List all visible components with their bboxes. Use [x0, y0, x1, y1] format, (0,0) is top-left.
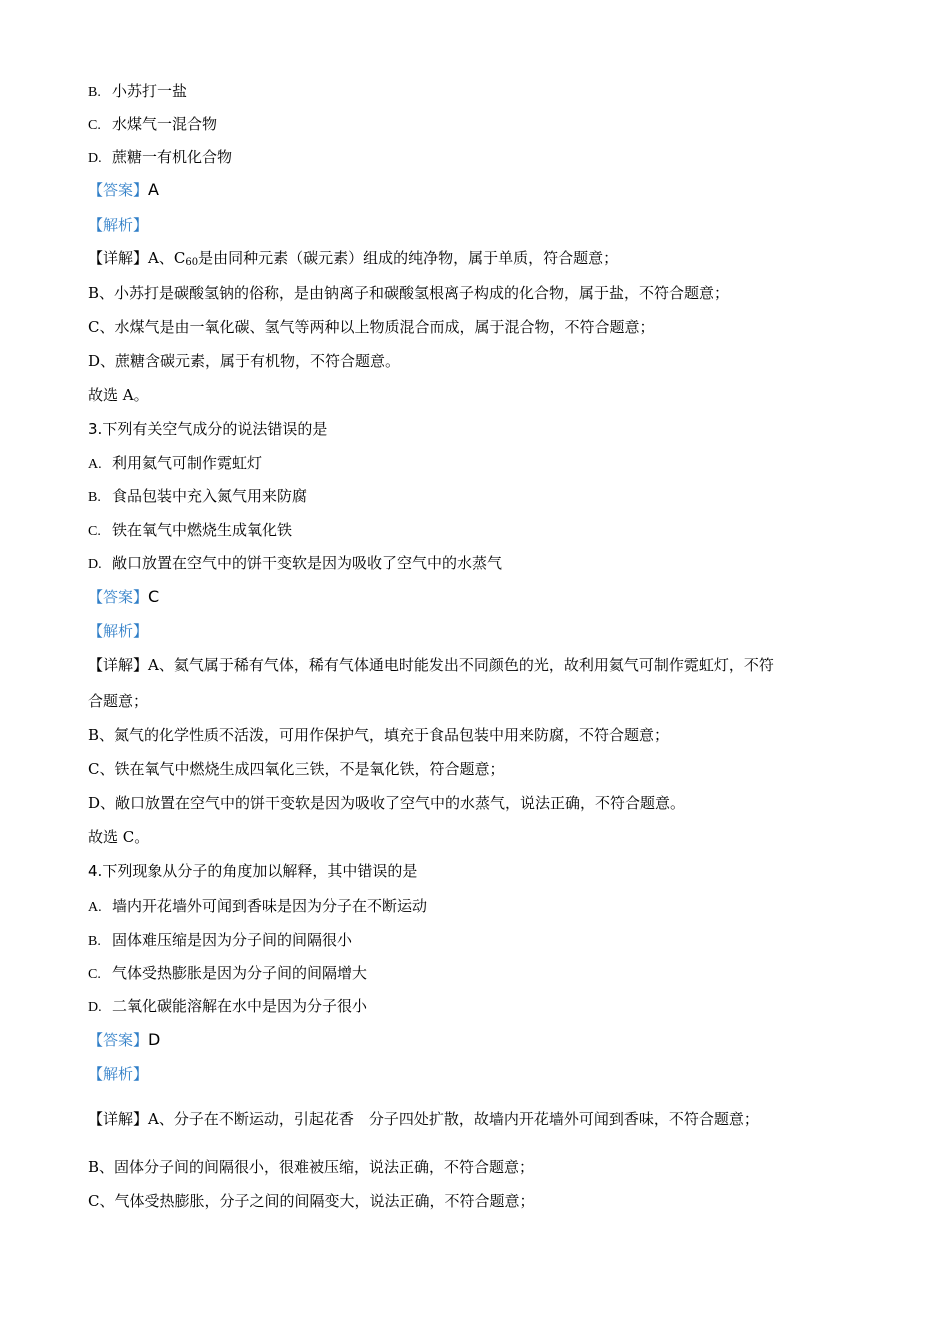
- q2-detail-b: B、小苏打是碳酸氢钠的俗称，是由钠离子和碳酸氢根离子构成的化合物，属于盐，不符合题意；: [88, 284, 730, 302]
- q3-conclusion: 故选 C。: [88, 828, 150, 846]
- q4-option-c: C. 气体受热膨胀是因为分子间的间隔增大: [88, 964, 368, 982]
- q3-detail-d: D、敞口放置在空气中的饼干变软是因为吸收了空气中的水蒸气，说法正确，不符合题意。: [88, 794, 686, 812]
- q4-detail-a: 【详解】A、分子在不断运动，引起花香 分子四处扩散，故墙内开花墙外可闻到香味，不符合题意；: [88, 1110, 759, 1128]
- q4-answer: 【答案】D: [88, 1030, 161, 1049]
- q3-detail-c: C、铁在氧气中燃烧生成四氧化三铁，不是氧化铁，符合题意；: [88, 760, 505, 778]
- q4-option-b: B. 固体难压缩是因为分子间的间隔很小: [88, 931, 353, 949]
- q2-analysis-label: 【解析】: [88, 216, 149, 234]
- q2-option-c: C. 水煤气一混合物: [88, 115, 218, 133]
- q3-analysis-label: 【解析】: [88, 622, 149, 640]
- q3-option-b: B. 食品包装中充入氮气用来防腐: [88, 487, 308, 505]
- q3-detail-a-cont: 合题意；: [88, 692, 149, 710]
- q3-stem: 3.下列有关空气成分的说法错误的是: [88, 420, 328, 438]
- q2-answer: 【答案】A: [88, 180, 159, 199]
- q3-option-a: A. 利用氦气可制作霓虹灯: [88, 454, 263, 472]
- q3-detail-b: B、氮气的化学性质不活泼，可用作保护气，填充于食品包装中用来防腐，不符合题意；: [88, 726, 670, 744]
- q4-stem: 4.下列现象从分子的角度加以解释，其中错误的是: [88, 862, 418, 880]
- q3-option-d: D. 敞口放置在空气中的饼干变软是因为吸收了空气中的水蒸气: [88, 554, 503, 572]
- q3-detail-a: 【详解】A、氦气属于稀有气体，稀有气体通电时能发出不同颜色的光，故利用氦气可制作霓虹灯，不符: [88, 656, 774, 674]
- q4-option-a: A. 墙内开花墙外可闻到香味是因为分子在不断运动: [88, 897, 428, 915]
- q2-option-b: B. 小苏打一盐: [88, 82, 188, 100]
- q4-analysis-label: 【解析】: [88, 1065, 149, 1083]
- q4-detail-b: B、固体分子间的间隔很小，很难被压缩，说法正确，不符合题意；: [88, 1158, 535, 1176]
- q2-detail-c: C、水煤气是由一氧化碳、氢气等两种以上物质混合而成，属于混合物，不符合题意；: [88, 318, 655, 336]
- q3-option-c: C. 铁在氧气中燃烧生成氧化铁: [88, 521, 293, 539]
- q2-conclusion: 故选 A。: [88, 386, 149, 404]
- q4-option-d: D. 二氧化碳能溶解在水中是因为分子很小: [88, 997, 368, 1015]
- q3-answer: 【答案】C: [88, 587, 160, 606]
- q4-detail-c: C、气体受热膨胀，分子之间的间隔变大，说法正确，不符合题意；: [88, 1192, 535, 1210]
- q2-option-d: D. 蔗糖一有机化合物: [88, 148, 233, 166]
- q2-detail-d: D、蔗糖含碳元素，属于有机物，不符合题意。: [88, 352, 401, 370]
- q2-detail-a: 【详解】A、$C_{60}$是由同种元素（碳元素）组成的纯净物，属于单质，符合题意；: [88, 249, 619, 268]
